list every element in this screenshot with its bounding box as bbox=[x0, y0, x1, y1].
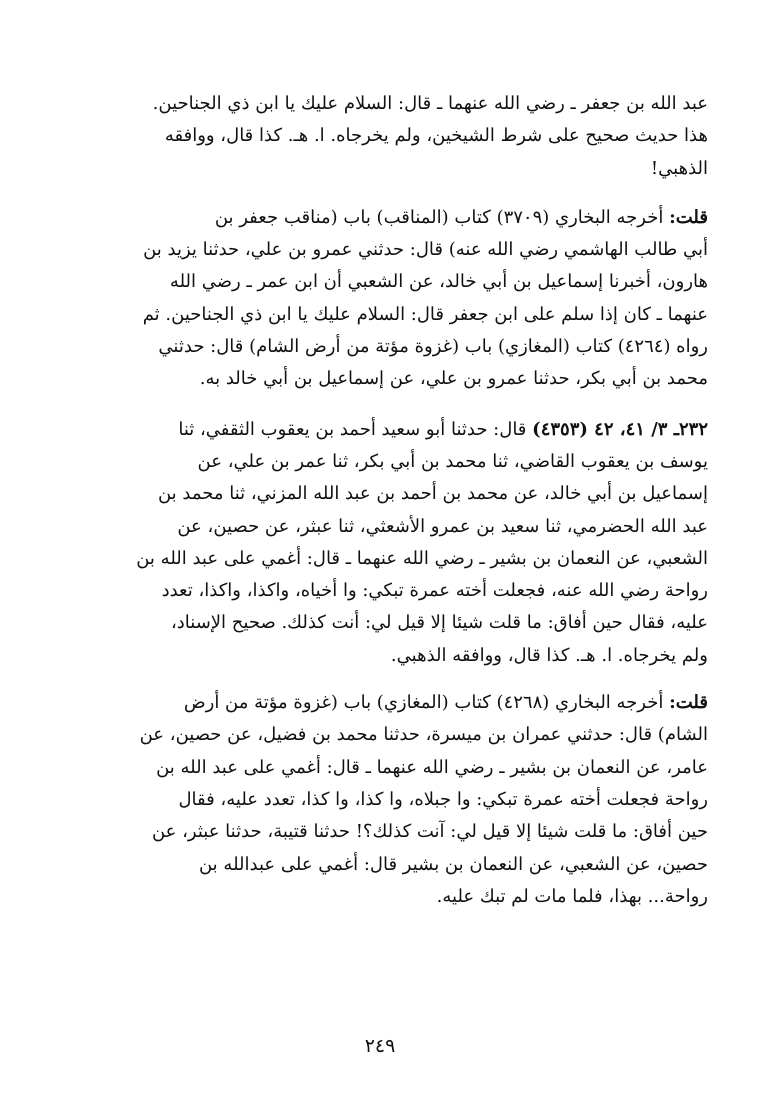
text-line-body: أخرجه البخاري (٣٧٠٩) كتاب (المناقب) باب (مناقب جعفر بن bbox=[214, 206, 664, 228]
text-line-body: أخرجه البخاري (٤٢٦٨) كتاب (المغازي) باب (غزوة مؤتة من أرض bbox=[183, 692, 664, 714]
qultu-label: قلت: bbox=[669, 692, 708, 714]
text-line bbox=[64, 414, 708, 446]
text-line: عبد الله الحضرمي، ثنا سعيد بن عمرو الأشعثي، ثنا عبثر، عن حصين، عن bbox=[177, 515, 708, 537]
text-line: عبد الله بن جعفر ـ رضي الله عنهما ـ قال: السلام عليك يا ابن ذي الجناحين. bbox=[152, 93, 708, 114]
page-number: ٢٤٩ bbox=[364, 1035, 396, 1057]
text-line: عنهما ـ كان إذا سلم على ابن جعفر قال: السلام عليك يا ابن ذي الجناحين. ثم bbox=[142, 303, 708, 325]
text-line bbox=[64, 687, 708, 719]
text-line: حصين، عن الشعبي، عن النعمان بن بشير قال: أغمي على عبدالله بن bbox=[198, 853, 708, 875]
text-line: رواحة فجعلت أخته عمرة تبكي: وا جبلاه، وا كذا، وا كذا، تعدد عليه، فقال bbox=[178, 788, 708, 810]
text-line bbox=[64, 202, 708, 234]
qultu-label: قلت: bbox=[669, 206, 708, 228]
text-line: عليه، فقال حين أفاق: ما قلت شيئا إلا قيل لي: أنت كذلك. صحيح الإسناد، bbox=[170, 612, 708, 634]
text-line: إسماعيل بن أبي خالد، عن محمد بن أحمد بن عبد الله المزني، ثنا محمد بن bbox=[157, 483, 708, 505]
text-line: يوسف بن يعقوب القاضي، ثنا محمد بن أبي بكر، ثنا عمر بن علي، عن bbox=[197, 450, 708, 472]
text-line: حين أفاق: ما قلت شيئا إلا قيل لي: آنت كذلك؟! حدثنا قتيبة، حدثنا عبثر، عن bbox=[151, 821, 708, 843]
text-line: عامر، عن النعمان بن بشير ـ رضي الله عنهما ـ قال: أغمي على عبد الله بن bbox=[156, 756, 708, 778]
text-line: هذا حديث صحيح على شرط الشيخين، ولم يخرجاه. ا. هـ. كذا قال، ووافقه bbox=[164, 125, 708, 147]
text-line: محمد بن أبي بكر، حدثنا عمرو بن علي، عن إسماعيل بن أبي خالد به. bbox=[199, 368, 708, 390]
text-line: الشعبي، عن النعمان بن بشير ـ رضي الله عنهما ـ قال: أغمي على عبد الله بن bbox=[136, 547, 708, 569]
text-line: رواحة... بهذا، فلما مات لم تبك عليه. bbox=[436, 885, 708, 907]
text-line: ولم يخرجاه. ا. هـ. كذا قال، ووافقه الذهبي. bbox=[390, 644, 708, 666]
text-line: رواحة رضي الله عنه، فجعلت أخته عمرة تبكي: وا أخياه، واكذا، واكذا، تعدد bbox=[161, 580, 708, 602]
text-line: الذهبي! bbox=[650, 157, 708, 179]
hadith-number: ٢٣٢ـ ٣/ ٤١، ٤٢ (٤٣٥٣) bbox=[532, 418, 708, 440]
text-line: أبي طالب الهاشمي رضي الله عنه) قال: حدثني عمرو بن علي، حدثنا يزيد بن bbox=[143, 239, 708, 261]
text-line: هارون، أخبرنا إسماعيل بن أبي خالد، عن الشعبي أن ابن عمر ـ رضي الله bbox=[169, 271, 708, 293]
paragraph-hadith-232 bbox=[64, 414, 708, 672]
paragraph-bukhari-takhrij-2 bbox=[64, 687, 708, 913]
text-line: رواه (٤٢٦٤) كتاب (المغازي) باب (غزوة مؤتة من أرض الشام) قال: حدثني bbox=[158, 336, 708, 358]
paragraph-hakim-comment bbox=[64, 88, 708, 185]
text-line: الشام) قال: حدثني عمران بن ميسرة، حدثنا محمد بن فضيل، عن حصين، عن bbox=[139, 724, 708, 746]
paragraph-bukhari-takhrij-1 bbox=[64, 202, 708, 396]
text-line-body: قال: حدثنا أبو سعيد أحمد بن يعقوب الثقفي، ثنا bbox=[178, 418, 527, 440]
